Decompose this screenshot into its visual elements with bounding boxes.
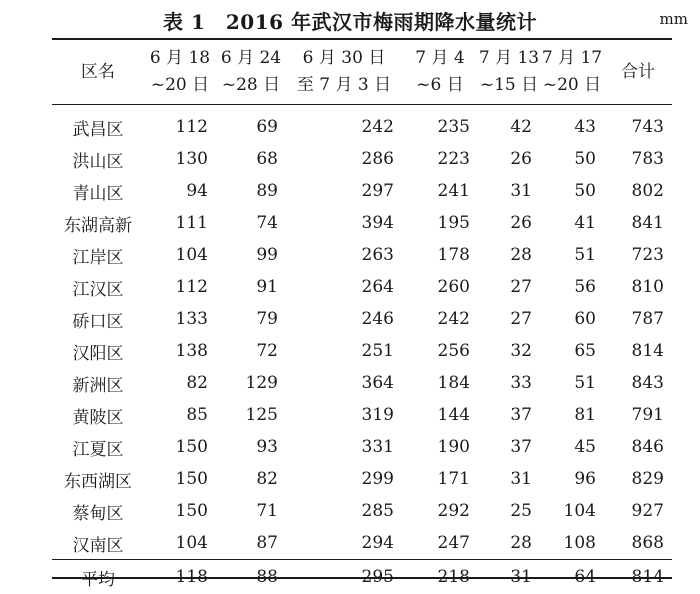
value-cell: 31 [478,175,540,207]
total-cell: 743 [604,105,672,144]
value-cell: 150 [144,463,216,495]
value-cell: 51 [540,367,604,399]
value-cell: 108 [540,527,604,560]
total-cell: 810 [604,271,672,303]
table-row [52,105,672,144]
value-cell: 319 [286,399,402,431]
value-cell: 285 [286,495,402,527]
value-cell: 26 [478,143,540,175]
header-row [52,40,672,105]
value-cell: 184 [402,367,478,399]
average-row [52,560,672,594]
header-period-6: 7 月 17 ~20 日 [540,40,604,105]
value-cell: 111 [144,207,216,239]
value-cell: 81 [540,399,604,431]
total-cell: 814 [604,335,672,367]
table-row [52,239,672,271]
table-row [52,335,672,367]
district-name-cell: 硚口区 [52,303,144,335]
value-cell: 294 [286,527,402,560]
value-cell: 133 [144,303,216,335]
value-cell: 364 [286,367,402,399]
district-name-cell: 黄陂区 [52,399,144,431]
value-cell: 104 [144,239,216,271]
value-cell: 32 [478,335,540,367]
total-cell: 868 [604,527,672,560]
value-cell: 297 [286,175,402,207]
value-cell: 292 [402,495,478,527]
value-cell: 246 [286,303,402,335]
table-row [52,143,672,175]
table-body [52,105,672,560]
value-cell: 33 [478,367,540,399]
total-cell: 723 [604,239,672,271]
value-cell: 286 [286,143,402,175]
value-cell: 85 [144,399,216,431]
value-cell: 27 [478,303,540,335]
header-period-3: 6 月 30 日 至 7 月 3 日 [286,40,402,105]
table-row [52,175,672,207]
value-cell: 93 [216,431,286,463]
table-row [52,431,672,463]
table-row [52,367,672,399]
value-cell: 72 [216,335,286,367]
district-name-cell: 新洲区 [52,367,144,399]
district-name-cell: 蔡甸区 [52,495,144,527]
average-label-cell: 平均 [52,560,144,594]
value-cell: 82 [144,367,216,399]
value-cell: 171 [402,463,478,495]
total-cell: 927 [604,495,672,527]
average-value-cell: 64 [540,560,604,594]
value-cell: 28 [478,527,540,560]
value-cell: 87 [216,527,286,560]
total-cell: 846 [604,431,672,463]
value-cell: 129 [216,367,286,399]
value-cell: 96 [540,463,604,495]
value-cell: 27 [478,271,540,303]
district-name-cell: 江夏区 [52,431,144,463]
district-name-cell: 江岸区 [52,239,144,271]
value-cell: 112 [144,271,216,303]
total-cell: 843 [604,367,672,399]
value-cell: 79 [216,303,286,335]
value-cell: 150 [144,495,216,527]
header-period-1: 6 月 18 ~20 日 [144,40,216,105]
value-cell: 94 [144,175,216,207]
value-cell: 125 [216,399,286,431]
value-cell: 242 [402,303,478,335]
total-cell: 787 [604,303,672,335]
table-row [52,303,672,335]
average-value-cell: 118 [144,560,216,594]
header-period-2: 6 月 24 ~28 日 [216,40,286,105]
value-cell: 138 [144,335,216,367]
value-cell: 260 [402,271,478,303]
value-cell: 45 [540,431,604,463]
value-cell: 331 [286,431,402,463]
value-cell: 71 [216,495,286,527]
district-name-cell: 青山区 [52,175,144,207]
value-cell: 37 [478,431,540,463]
table-row [52,399,672,431]
average-value-cell: 295 [286,560,402,594]
value-cell: 25 [478,495,540,527]
table-row [52,495,672,527]
value-cell: 56 [540,271,604,303]
total-cell: 791 [604,399,672,431]
value-cell: 51 [540,239,604,271]
district-name-cell: 东湖高新 [52,207,144,239]
table-row [52,271,672,303]
value-cell: 42 [478,105,540,144]
value-cell: 89 [216,175,286,207]
value-cell: 112 [144,105,216,144]
value-cell: 242 [286,105,402,144]
value-cell: 235 [402,105,478,144]
value-cell: 65 [540,335,604,367]
value-cell: 223 [402,143,478,175]
average-value-cell: 814 [604,560,672,594]
header-period-5: 7 月 13 ~15 日 [478,40,540,105]
value-cell: 37 [478,399,540,431]
average-value-cell: 218 [402,560,478,594]
total-cell: 783 [604,143,672,175]
value-cell: 50 [540,143,604,175]
header-period-4: 7 月 4 ~6 日 [402,40,478,105]
district-name-cell: 东西湖区 [52,463,144,495]
total-cell: 829 [604,463,672,495]
district-name-cell: 洪山区 [52,143,144,175]
table-row [52,527,672,560]
value-cell: 150 [144,431,216,463]
total-cell: 841 [604,207,672,239]
value-cell: 299 [286,463,402,495]
table-caption [0,0,700,36]
value-cell: 69 [216,105,286,144]
value-cell: 50 [540,175,604,207]
value-cell: 43 [540,105,604,144]
district-name-cell: 汉阳区 [52,335,144,367]
value-cell: 28 [478,239,540,271]
value-cell: 26 [478,207,540,239]
value-cell: 82 [216,463,286,495]
value-cell: 195 [402,207,478,239]
header-district: 区名 [52,40,144,105]
table-row [52,207,672,239]
value-cell: 74 [216,207,286,239]
value-cell: 251 [286,335,402,367]
value-cell: 104 [144,527,216,560]
value-cell: 104 [540,495,604,527]
district-name-cell: 江汉区 [52,271,144,303]
value-cell: 130 [144,143,216,175]
district-name-cell: 汉南区 [52,527,144,560]
value-cell: 247 [402,527,478,560]
value-cell: 263 [286,239,402,271]
value-cell: 91 [216,271,286,303]
value-cell: 144 [402,399,478,431]
value-cell: 31 [478,463,540,495]
value-cell: 190 [402,431,478,463]
value-cell: 178 [402,239,478,271]
value-cell: 256 [402,335,478,367]
precipitation-table [52,40,672,594]
value-cell: 264 [286,271,402,303]
value-cell: 68 [216,143,286,175]
value-cell: 41 [540,207,604,239]
district-name-cell: 武昌区 [52,105,144,144]
unit-label: mm [660,10,688,28]
average-value-cell: 31 [478,560,540,594]
header-total: 合计 [604,40,672,105]
table-title: 表 1 2016 年武汉市梅雨期降水量统计 [0,6,700,35]
table-row [52,463,672,495]
value-cell: 241 [402,175,478,207]
total-cell: 802 [604,175,672,207]
value-cell: 60 [540,303,604,335]
value-cell: 394 [286,207,402,239]
average-value-cell: 88 [216,560,286,594]
value-cell: 99 [216,239,286,271]
